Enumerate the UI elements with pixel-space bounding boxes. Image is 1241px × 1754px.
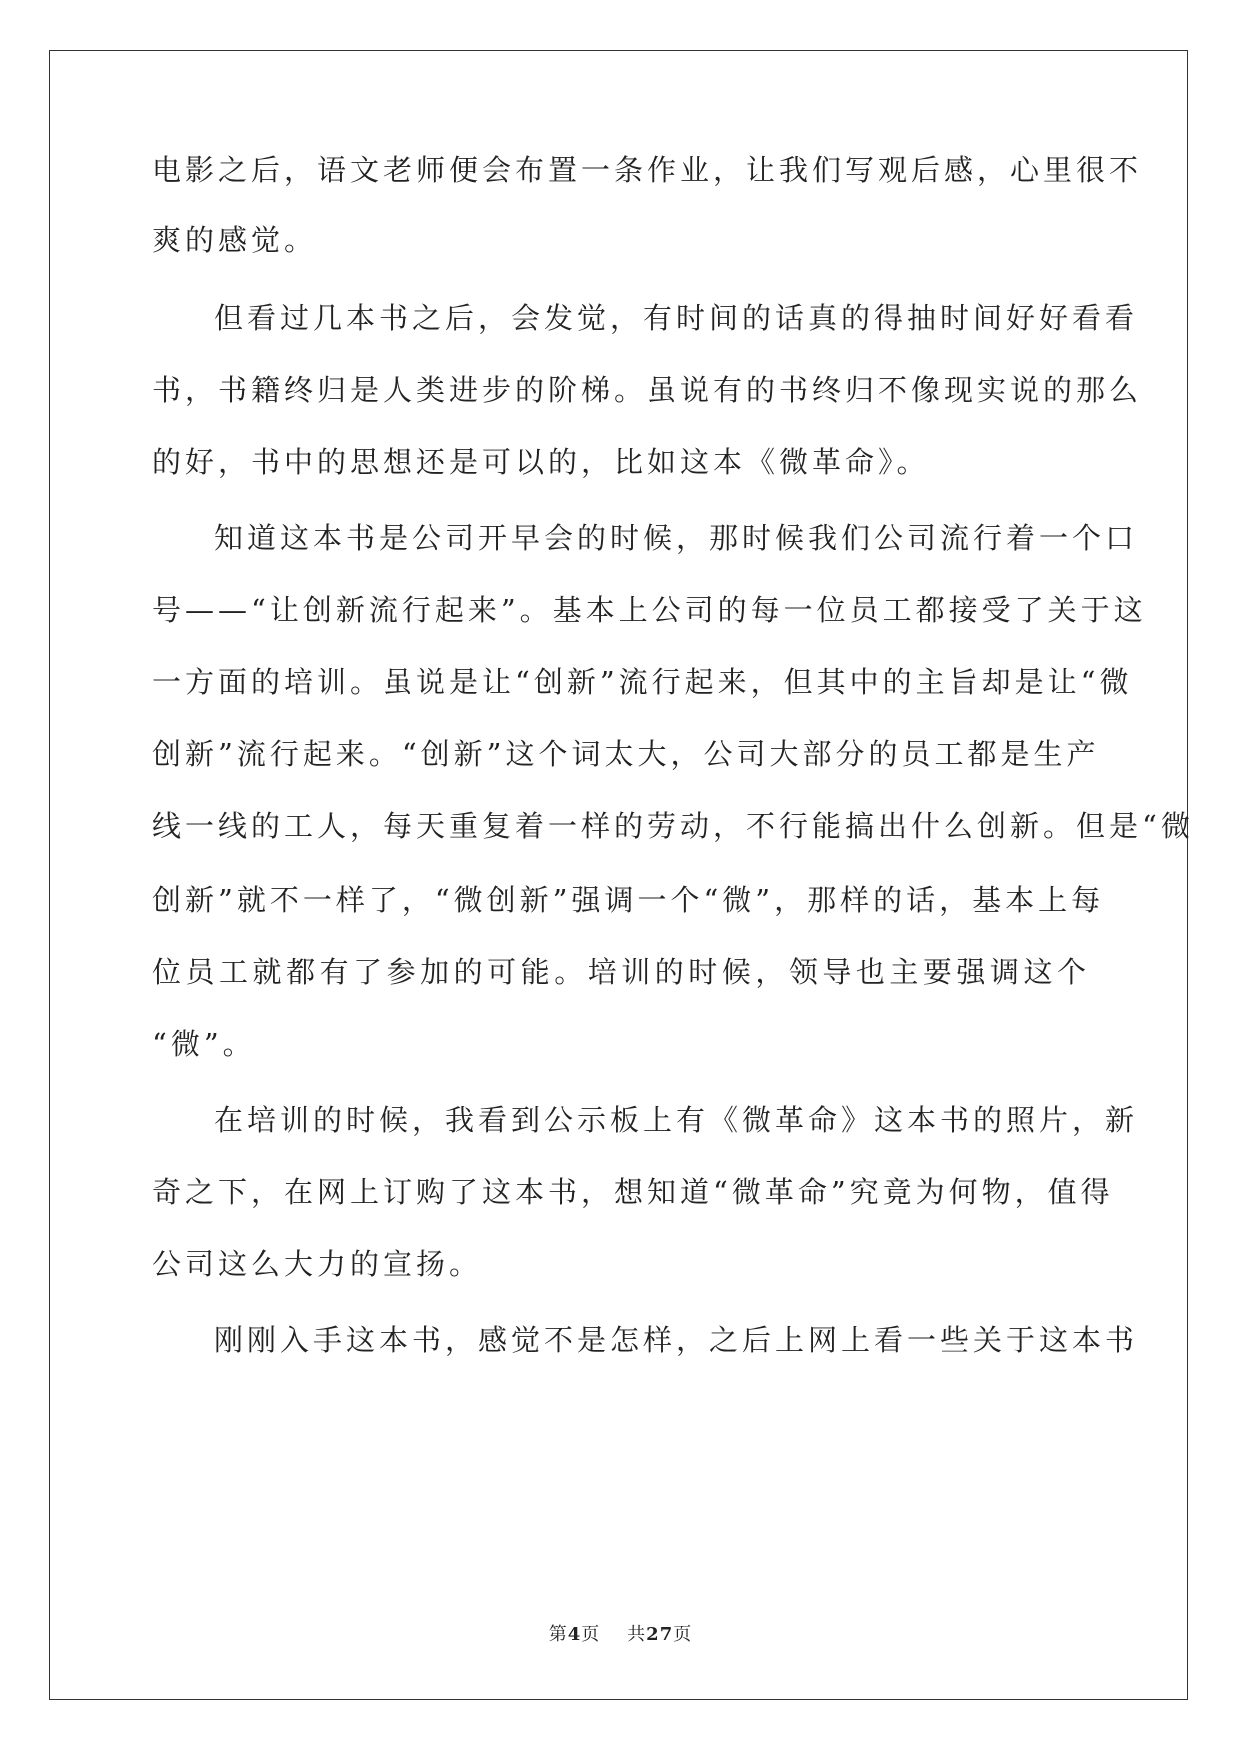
page-suffix: 页: [581, 1624, 601, 1645]
text-line: 爽的感觉。: [152, 223, 318, 257]
total-pages: 27: [646, 1624, 674, 1645]
text-line: 创新”就不一样了，“微创新”强调一个“微”，那样的话，基本上每: [152, 883, 1105, 917]
text-line: 电影之后，语文老师便会布置一条作业，让我们写观后感，心里很不: [152, 153, 1143, 187]
text-line: 位员工就都有了参加的可能。培训的时候，领导也主要强调这个: [152, 955, 1090, 989]
text-line: 号——“让创新流行起来”。基本上公司的每一位员工都接受了关于这: [152, 593, 1147, 627]
text-line: 知道这本书是公司开早会的时候，那时候我们公司流行着一个口: [214, 521, 1139, 555]
text-line: 但看过几本书之后，会发觉，有时间的话真的得抽时间好好看看: [214, 301, 1139, 335]
text-line: 一方面的培训。虽说是让“创新”流行起来，但其中的主旨却是让“微: [152, 665, 1133, 699]
text-line: 在培训的时候，我看到公示板上有《微革命》这本书的照片，新: [214, 1103, 1139, 1137]
page-prefix: 第: [548, 1624, 568, 1645]
text-line: “微”。: [152, 1027, 256, 1061]
text-line: 线一线的工人，每天重复着一样的劳动，不行能搞出什么创新。但是“微: [152, 809, 1194, 843]
text-line: 公司这么大力的宣扬。: [152, 1247, 483, 1281]
text-line: 奇之下，在网上订购了这本书，想知道“微革命”究竟为何物，值得: [152, 1175, 1114, 1209]
total-prefix: 共: [627, 1624, 647, 1645]
page-number: 4: [567, 1624, 582, 1645]
text-line: 刚刚入手这本书，感觉不是怎样，之后上网上看一些关于这本书: [214, 1323, 1139, 1357]
text-line: 的好，书中的思想还是可以的，比如这本《微革命》。: [152, 445, 930, 479]
page-footer: [0, 1620, 1241, 1646]
text-line: 书，书籍终归是人类进步的阶梯。虽说有的书终归不像现实说的那么: [152, 373, 1143, 407]
total-suffix: 页: [673, 1624, 693, 1645]
text-line: 创新”流行起来。“创新”这个词太大，公司大部分的员工都是生产: [152, 737, 1100, 771]
